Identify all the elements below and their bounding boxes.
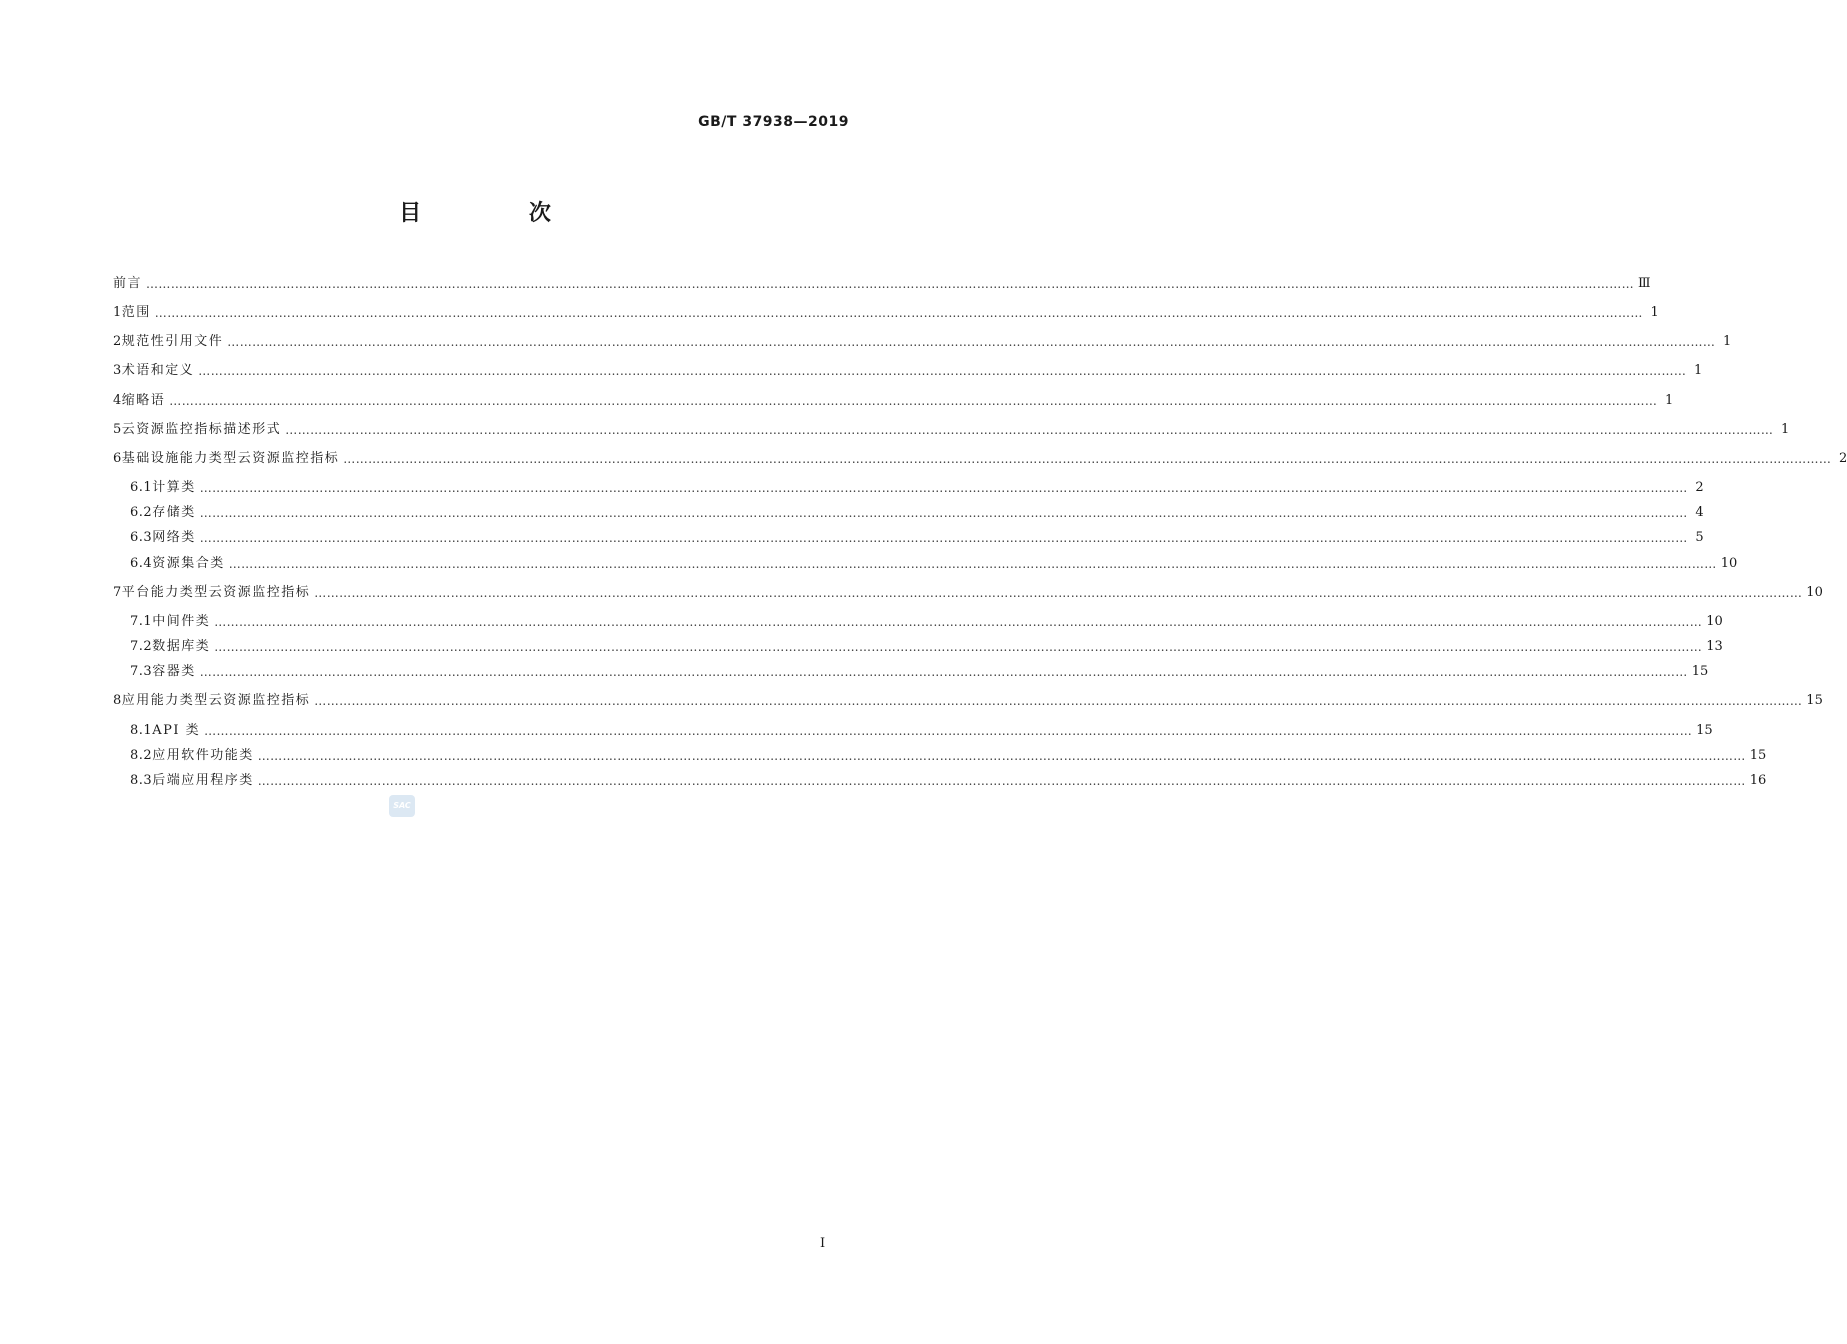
toc-dot-leader: ……………………………………………………………………………………………………………………………………………………………………………………………………………………………………………………………………………………………………………………………… xyxy=(199,531,1688,545)
toc-entry-number: 7.1 xyxy=(130,614,153,629)
toc-entry[interactable] xyxy=(113,273,1651,295)
toc-entry-number: 8 xyxy=(113,693,122,708)
toc-entry-label: 资源集合类 xyxy=(152,556,225,571)
toc-dot-leader: ……………………………………………………………………………………………………………………………………………………………………………………………………………………………………………………………………………………………………………………………… xyxy=(228,557,1717,571)
toc-entry-page: 10 xyxy=(1706,614,1723,629)
toc-dot-leader: ……………………………………………………………………………………………………………………………………………………………………………………………………………………………………………………………………………………………………………………………… xyxy=(199,665,1688,679)
toc-dot-leader: ……………………………………………………………………………………………………………………………………………………………………………………………………………………………………………………………………………………………………………………………… xyxy=(227,335,1716,349)
toc-entry-label: 应用能力类型云资源监控指标 xyxy=(121,693,311,708)
toc-entry-page: 5 xyxy=(1695,530,1704,545)
toc-entry-number: 6.4 xyxy=(130,556,153,571)
toc-entry-page: 15 xyxy=(1696,723,1713,738)
toc-entry-page: 2 xyxy=(1695,480,1704,495)
toc-dot-leader: ……………………………………………………………………………………………………………………………………………………………………………………………………………………………………………………………………………………………………………………………… xyxy=(214,640,1703,654)
toc-entry-label: 计算类 xyxy=(152,480,196,495)
toc-entry-label: 网络类 xyxy=(152,530,196,545)
toc-entry-label: 容器类 xyxy=(152,664,196,679)
toc-entry-page: 16 xyxy=(1749,773,1767,788)
toc-entry[interactable] xyxy=(113,419,1790,441)
toc-dot-leader: ……………………………………………………………………………………………………………………………………………………………………………………………………………………………………………………………………………………………………………………………… xyxy=(214,615,1703,629)
toc-dot-leader: ……………………………………………………………………………………………………………………………………………………………………………………………………………………………………………………………………………………………………………………………… xyxy=(204,724,1693,738)
toc-entry-number: 6.1 xyxy=(130,480,153,495)
toc-entry[interactable] xyxy=(113,331,1732,353)
toc-dot-leader: ……………………………………………………………………………………………………………………………………………………………………………………………………………………………………………………………………………………………………………………………… xyxy=(257,749,1746,763)
toc-entry-page: 10 xyxy=(1720,556,1738,571)
toc-dot-leader: ……………………………………………………………………………………………………………………………………………………………………………………………………………………………………………………………………………………………………………………………… xyxy=(154,306,1643,320)
toc-entry[interactable] xyxy=(113,302,1659,324)
toc-entry-page: 15 xyxy=(1749,748,1767,763)
toc-dot-leader: ……………………………………………………………………………………………………………………………………………………………………………………………………………………………………………………………………………………………………………………………… xyxy=(314,586,1803,600)
toc-entry-page: 1 xyxy=(1694,363,1703,378)
sac-watermark-logo: SAC xyxy=(389,795,415,817)
toc-entry[interactable] xyxy=(113,448,1847,470)
toc-entry-page: 1 xyxy=(1650,305,1659,320)
toc-entry-label: 云资源监控指标描述形式 xyxy=(121,422,282,437)
toc-entry[interactable] xyxy=(130,661,1709,683)
toc-entry-label: 范围 xyxy=(121,305,151,320)
toc-entry-label: 应用软件功能类 xyxy=(152,748,254,763)
standard-number: GB/T 37938—2019 xyxy=(698,114,849,130)
toc-entry[interactable] xyxy=(113,690,1823,712)
toc-entry-label: 术语和定义 xyxy=(121,363,195,378)
toc-dot-leader: ……………………………………………………………………………………………………………………………………………………………………………………………………………………………………………………………………………………………………………………………… xyxy=(169,394,1658,408)
toc-entry-number: 5 xyxy=(113,422,122,437)
toc-entry-number: 8.1 xyxy=(130,723,153,738)
toc-dot-leader: ……………………………………………………………………………………………………………………………………………………………………………………………………………………………………………………………………………………………………………………………… xyxy=(199,481,1688,495)
toc-entry[interactable] xyxy=(113,390,1674,412)
toc-entry-label: 后端应用程序类 xyxy=(152,773,254,788)
toc-entry-number: 6 xyxy=(113,451,122,466)
page-title: 目 次 xyxy=(399,201,601,226)
toc-entry-label: 数据库类 xyxy=(152,639,211,654)
toc-entry-number: 2 xyxy=(113,334,122,349)
toc-entry-number: 6.3 xyxy=(130,530,153,545)
toc-entry-number: 7.2 xyxy=(130,639,153,654)
toc-entry[interactable] xyxy=(130,477,1704,499)
toc-dot-leader: ……………………………………………………………………………………………………………………………………………………………………………………………………………………………………………………………………………………………………………………………… xyxy=(314,694,1803,708)
toc-dot-leader: ……………………………………………………………………………………………………………………………………………………………………………………………………………………………………………………………………………………………………………………………… xyxy=(257,774,1746,788)
toc-entry[interactable] xyxy=(130,770,1767,792)
toc-entry-number: 1 xyxy=(113,305,122,320)
toc-entry-number: 8.2 xyxy=(130,748,153,763)
toc-entry-page: 13 xyxy=(1706,639,1723,654)
toc-entry-page: Ⅲ xyxy=(1638,276,1651,291)
toc-entry-page: 10 xyxy=(1806,585,1823,600)
toc-entry[interactable] xyxy=(130,527,1704,549)
toc-entry[interactable] xyxy=(130,502,1704,524)
toc-entry[interactable] xyxy=(130,636,1723,658)
toc-entry-number: 8.3 xyxy=(130,773,153,788)
toc-entry[interactable] xyxy=(130,720,1713,742)
toc-dot-leader: ……………………………………………………………………………………………………………………………………………………………………………………………………………………………………………………………………………………………………………………………… xyxy=(343,452,1832,466)
toc-entry-number: 7.3 xyxy=(130,664,153,679)
toc-entry-page: 15 xyxy=(1806,693,1823,708)
toc-entry-number: 3 xyxy=(113,363,122,378)
toc-entry-page: 1 xyxy=(1781,422,1790,437)
toc-entry[interactable] xyxy=(113,360,1703,382)
toc-entry[interactable] xyxy=(113,582,1823,604)
toc-dot-leader: ……………………………………………………………………………………………………………………………………………………………………………………………………………………………………………………………………………………………………………………………… xyxy=(146,277,1635,291)
toc-entry-label: 规范性引用文件 xyxy=(121,334,224,349)
page-number: I xyxy=(820,1236,826,1251)
toc-entry-page: 1 xyxy=(1723,334,1732,349)
toc-entry[interactable] xyxy=(130,553,1738,575)
toc-entry-label: 前言 xyxy=(113,276,143,291)
toc-entry-label: API 类 xyxy=(152,723,201,738)
toc-dot-leader: ……………………………………………………………………………………………………………………………………………………………………………………………………………………………………………………………………………………………………………………………… xyxy=(199,506,1688,520)
toc-entry-number: 7 xyxy=(113,585,122,600)
toc-entry-page: 15 xyxy=(1691,664,1709,679)
toc-entry-label: 基础设施能力类型云资源监控指标 xyxy=(121,451,340,466)
toc-entry-label: 中间件类 xyxy=(152,614,211,629)
toc-entry-number: 4 xyxy=(113,393,122,408)
toc-entry-number: 6.2 xyxy=(130,505,153,520)
toc-entry-label: 缩略语 xyxy=(121,393,166,408)
toc-dot-leader: ……………………………………………………………………………………………………………………………………………………………………………………………………………………………………………………………………………………………………………………………… xyxy=(198,364,1687,378)
toc-entry[interactable] xyxy=(130,745,1767,767)
toc-entry-label: 平台能力类型云资源监控指标 xyxy=(121,585,311,600)
toc-entry-page: 4 xyxy=(1695,505,1704,520)
toc-dot-leader: ……………………………………………………………………………………………………………………………………………………………………………………………………………………………………………………………………………………………………………………………… xyxy=(285,423,1774,437)
toc-entry[interactable] xyxy=(130,611,1723,633)
toc-entry-page: 2 xyxy=(1839,451,1847,466)
toc-entry-label: 存储类 xyxy=(152,505,196,520)
toc-entry-page: 1 xyxy=(1665,393,1674,408)
